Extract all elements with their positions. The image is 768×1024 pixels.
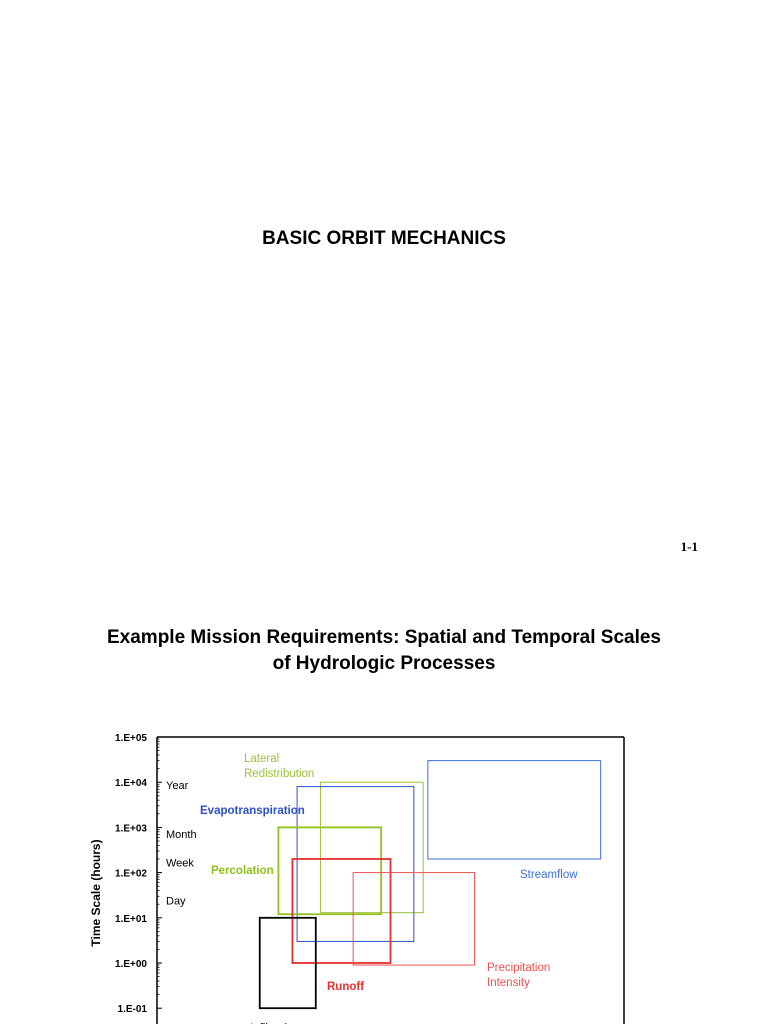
streamflow-label: Streamflow [520,869,578,881]
y-tick-label: 1.E+03 [115,823,147,835]
slide-title-line-2: of Hydrologic Processes [272,653,496,674]
time-marker-day: Day [166,895,186,908]
y-axis-title: Time Scale (hours) [89,839,103,947]
page-number: 1-1 [680,539,698,554]
process-labels [200,753,578,1024]
time-marker-week: Week [166,857,194,870]
time-marker-year: Year [166,779,189,792]
time-markers [166,780,197,908]
y-axis-ticks [115,733,162,1015]
lateral-redistribution-label: Lateral Redistribution [244,753,315,780]
y-tick-label: 1.E+00 [115,959,147,970]
runoff-label: Runoff [327,981,365,993]
document-title: BASIC ORBIT MECHANICS [262,228,506,249]
percolation-box [278,827,381,914]
y-tick-label: 1.E+01 [115,913,147,925]
time-marker-month: Month [166,828,197,841]
streamflow-box [428,761,601,859]
runoff-box [292,859,390,963]
lateral-redistribution-box [320,782,423,912]
evapotranspiration-label: Evapotranspiration [200,805,305,817]
y-tick-label: 1.E+05 [115,733,147,744]
y-tick-label: 1.E+02 [115,868,147,880]
y-tick-label: 1.E-01 [117,1004,147,1016]
precipitation-intensity-label: Precipitation Intensity [487,962,551,989]
percolation-label: Percolation [211,865,274,877]
slide-title-line-1: Example Mission Requirements: Spatial and Temporal Scales [107,627,661,648]
y-tick-label: 1.E+04 [115,778,147,790]
